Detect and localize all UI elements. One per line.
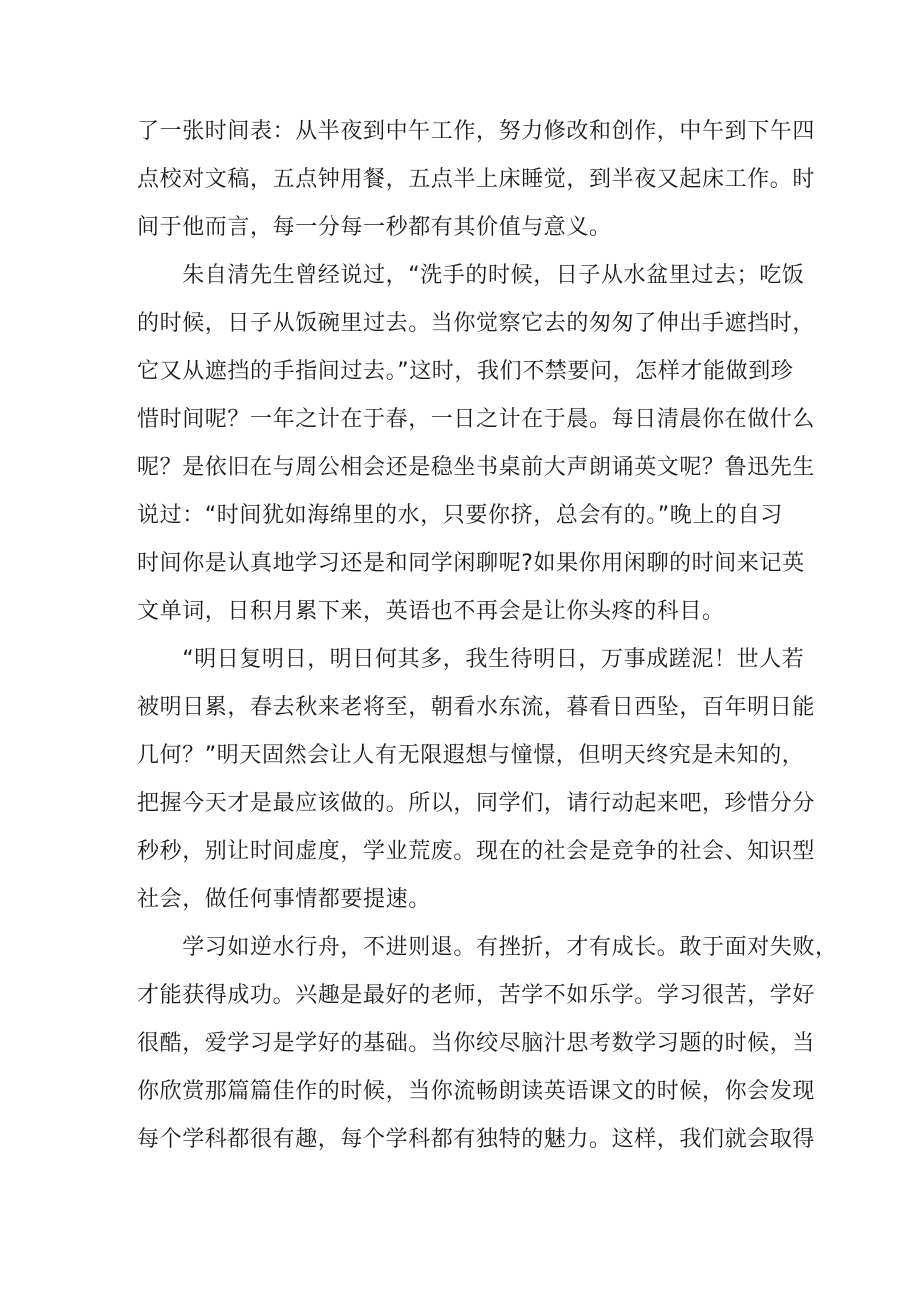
text-line: 每个学科都很有趣，每个学科都有独特的魅力。这样，我们就会取得 <box>137 1127 816 1152</box>
text-line: 了一张时间表：从半夜到中午工作，努力修改和创作，中午到下午四 <box>137 119 816 144</box>
text-line: “明日复明日，明日何其多，我生待明日，万事成蹉泥！世人若 <box>137 647 805 672</box>
text-line: 文单词，日积月累下来，英语也不再会是让你头疼的科目。 <box>137 599 725 624</box>
text-line: 它又从遮挡的手指间过去。”这时，我们不禁要问，怎样才能做到珍 <box>137 359 794 384</box>
text-line: 呢？是依旧在与周公相会还是稳坐书桌前大声朗诵英文呢？鲁迅先生 <box>137 455 816 480</box>
text-line: 说过：“时间犹如海绵里的水，只要你挤，总会有的。”晚上的自习 <box>137 503 783 528</box>
text-line: 你欣赏那篇篇佳作的时候，当你流畅朗读英语课文的时候，你会发现 <box>137 1079 816 1104</box>
text-line: 把握今天才是最应该做的。所以，同学们，请行动起来吧，珍惜分分 <box>137 791 816 816</box>
text-line: 很酷，爱学习是学好的基础。当你绞尽脑汁思考数学习题的时候，当 <box>137 1031 816 1056</box>
text-line: 朱自清先生曾经说过，“洗手的时候，日子从水盆里过去；吃饭 <box>137 263 805 288</box>
text-line: 秒秒，别让时间虚度，学业荒废。现在的社会是竞争的社会、知识型 <box>137 839 816 864</box>
text-line: 点校对文稿，五点钟用餐，五点半上床睡觉，到半夜又起床工作。时 <box>137 167 816 192</box>
text-line: 惜时间呢？一年之计在于春，一日之计在于晨。每日清晨你在做什么 <box>137 407 816 432</box>
text-line: 学习如逆水行舟，不进则退。有挫折，才有成长。敢于面对失败， <box>137 935 838 960</box>
text-line: 的时候，日子从饭碗里过去。当你觉察它去的匆匆了伸出手遮挡时， <box>137 311 816 336</box>
text-line: 才能获得成功。兴趣是最好的老师，苦学不如乐学。学习很苦，学好 <box>137 983 816 1008</box>
text-line: 时间你是认真地学习还是和同学闲聊呢?如果你用闲聊的时间来记英 <box>137 551 805 576</box>
text-line: 社会，做任何事情都要提速。 <box>137 887 431 912</box>
text-line: 间于他而言，每一分每一秒都有其价值与意义。 <box>137 215 612 240</box>
text-line: 几何？”明天固然会让人有无限遐想与憧憬，但明天终究是未知的， <box>137 743 805 768</box>
text-line: 被明日累，春去秋来老将至，朝看水东流，暮看日西坠，百年明日能 <box>137 695 816 720</box>
